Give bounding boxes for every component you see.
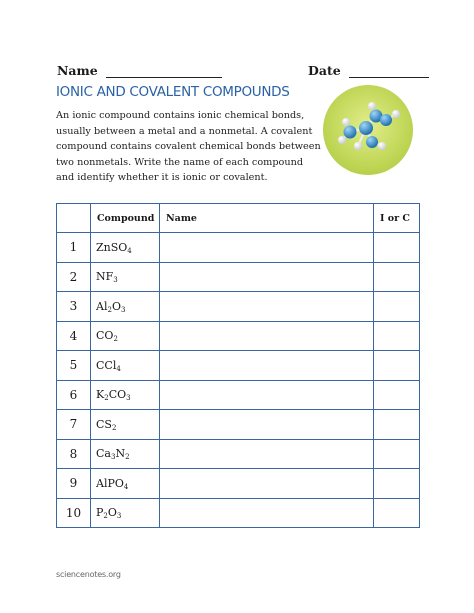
formula-element: ZnSO <box>96 240 128 254</box>
answer-name-cell[interactable] <box>160 292 374 322</box>
table-row <box>57 380 420 410</box>
row-number: 4 <box>57 321 91 351</box>
compound-formula <box>91 262 160 292</box>
formula-subscript: 4 <box>116 364 121 373</box>
table-header-row <box>57 204 420 233</box>
answer-ionic-covalent-cell[interactable] <box>374 321 420 351</box>
answer-name-cell[interactable] <box>160 321 374 351</box>
compound-formula <box>91 351 160 381</box>
answer-name-cell[interactable] <box>160 439 374 469</box>
compounds-table <box>56 203 420 528</box>
formula-subscript: 4 <box>127 246 132 255</box>
answer-ionic-covalent-cell[interactable] <box>374 410 420 440</box>
row-number: 5 <box>57 351 91 381</box>
formula-subscript: 2 <box>107 305 112 314</box>
formula-element: NF <box>96 270 114 284</box>
row-number: 3 <box>57 292 91 322</box>
answer-name-cell[interactable] <box>160 380 374 410</box>
date-field[interactable] <box>308 63 429 78</box>
compound-formula <box>91 321 160 351</box>
formula-subscript: 3 <box>113 276 118 285</box>
formula-subscript: 2 <box>113 335 118 344</box>
answer-ionic-covalent-cell[interactable] <box>374 292 420 322</box>
molecule-icon <box>322 84 414 176</box>
molecule-illustration <box>322 84 414 176</box>
formula-element: Al <box>96 299 108 313</box>
compound-formula <box>91 410 160 440</box>
formula-subscript: 3 <box>120 305 126 314</box>
row-number: 7 <box>57 410 91 440</box>
formula-subscript: 3 <box>110 453 116 462</box>
formula-element: P <box>96 506 104 520</box>
table-row <box>57 351 420 381</box>
date-label: Date <box>308 63 341 78</box>
row-number: 2 <box>57 262 91 292</box>
answer-ionic-covalent-cell[interactable] <box>374 439 420 469</box>
answer-ionic-covalent-cell[interactable] <box>374 233 420 263</box>
compound-formula <box>91 380 160 410</box>
formula-element: O <box>111 299 121 313</box>
answer-name-cell[interactable] <box>160 469 374 499</box>
row-number: 10 <box>57 498 91 528</box>
worksheet-title: IONIC AND COVALENT COMPOUNDS <box>56 84 290 100</box>
header-ionic-or-covalent: I or C <box>374 204 420 233</box>
formula-subscript: 3 <box>126 394 131 403</box>
row-number: 8 <box>57 439 91 469</box>
formula-subscript: 2 <box>111 423 117 432</box>
formula-subscript: 2 <box>125 453 130 462</box>
formula-element: K <box>96 388 105 402</box>
formula-subscript: 4 <box>123 482 129 491</box>
intro-paragraph: An ionic compound contains ionic chemical bonds, usually between a metal and a nonmetal. A covalent compound contains covalent chemical bonds between two nonmetals. Write the name of each compound and identify whether it is ionic or covalent. <box>56 110 321 183</box>
formula-element: CO <box>96 329 114 343</box>
compound-formula <box>91 292 160 322</box>
formula-subscript: 2 <box>103 512 108 521</box>
formula-element: AlPO <box>96 476 124 490</box>
compound-formula <box>91 469 160 499</box>
row-number: 9 <box>57 469 91 499</box>
name-field[interactable] <box>57 63 222 78</box>
row-number: 1 <box>57 233 91 263</box>
answer-ionic-covalent-cell[interactable] <box>374 498 420 528</box>
compound-formula <box>91 498 160 528</box>
formula-element: CO <box>108 388 127 402</box>
header-number <box>57 204 91 233</box>
table-row <box>57 469 420 499</box>
header-compound: Compound <box>91 204 160 233</box>
answer-ionic-covalent-cell[interactable] <box>374 262 420 292</box>
answer-name-cell[interactable] <box>160 351 374 381</box>
formula-element: O <box>107 506 117 520</box>
compound-formula <box>91 439 160 469</box>
answer-name-cell[interactable] <box>160 498 374 528</box>
table-row <box>57 233 420 263</box>
answer-ionic-covalent-cell[interactable] <box>374 469 420 499</box>
compound-formula <box>91 233 160 263</box>
formula-element: CS <box>96 417 112 431</box>
answer-name-cell[interactable] <box>160 410 374 440</box>
date-blank[interactable] <box>349 77 429 78</box>
answer-name-cell[interactable] <box>160 233 374 263</box>
table-row <box>57 439 420 469</box>
name-blank[interactable] <box>106 77 222 78</box>
formula-element: Ca <box>96 447 111 461</box>
table-row <box>57 321 420 351</box>
table-row <box>57 498 420 528</box>
answer-ionic-covalent-cell[interactable] <box>374 351 420 381</box>
formula-subscript: 2 <box>104 394 109 403</box>
formula-element: N <box>115 447 126 461</box>
header-name: Name <box>160 204 374 233</box>
footer-source: sciencenotes.org <box>56 570 121 579</box>
formula-element: CCl <box>96 358 117 372</box>
table-row <box>57 410 420 440</box>
answer-ionic-covalent-cell[interactable] <box>374 380 420 410</box>
table-row <box>57 292 420 322</box>
row-number: 6 <box>57 380 91 410</box>
formula-subscript: 3 <box>116 512 122 521</box>
name-label: Name <box>57 63 98 78</box>
table-row <box>57 262 420 292</box>
answer-name-cell[interactable] <box>160 262 374 292</box>
